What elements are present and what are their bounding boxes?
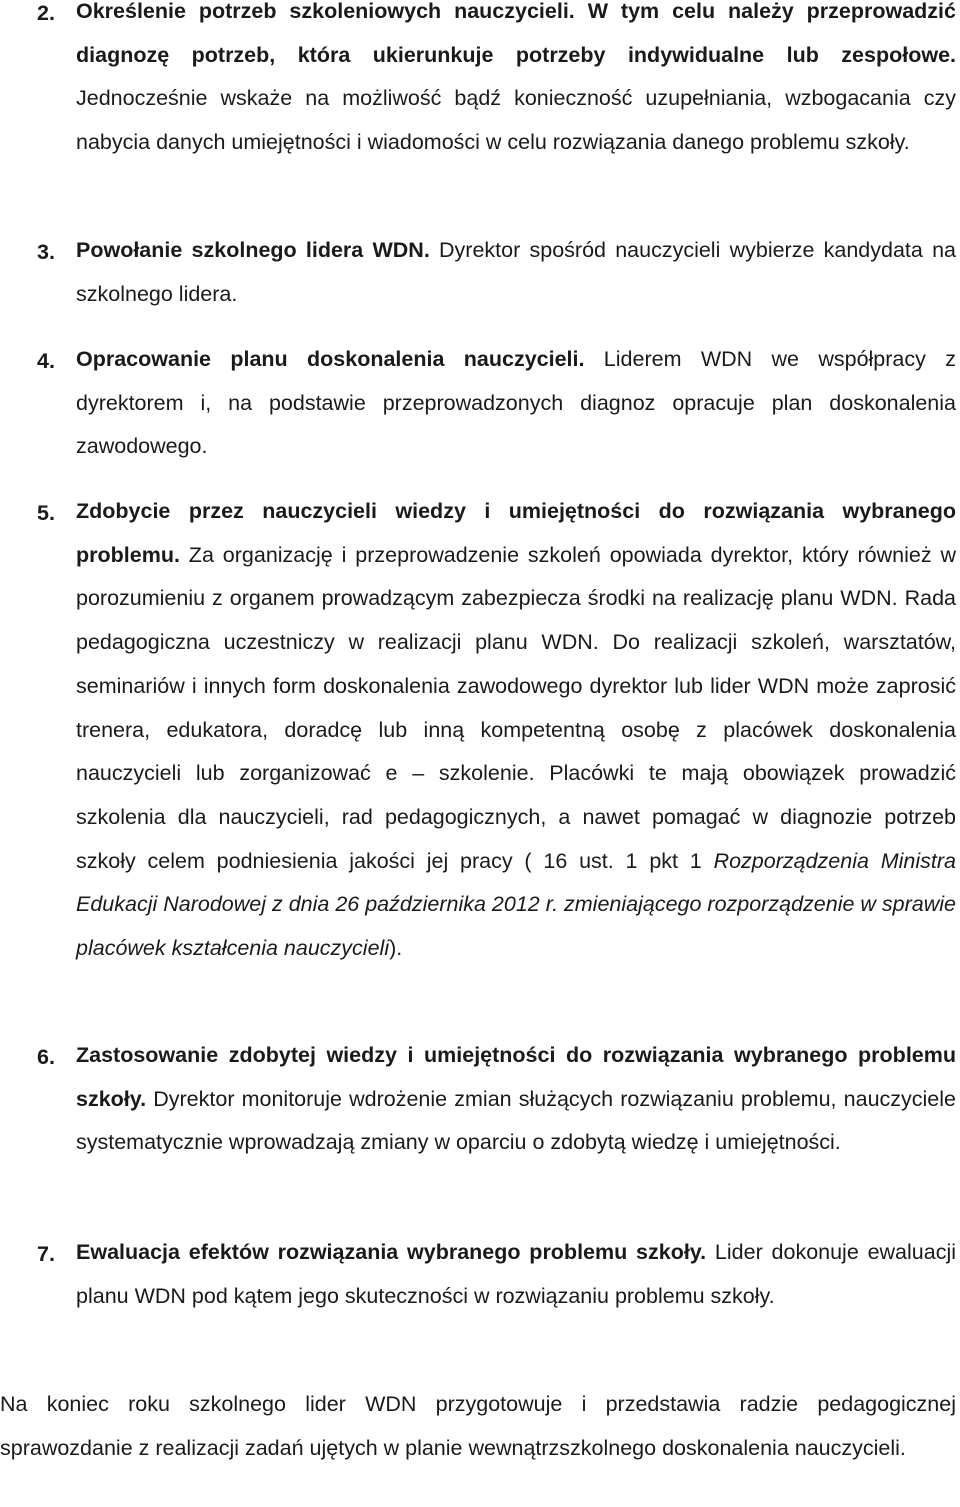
item-number: 6.: [37, 1045, 55, 1069]
item-heading: Zastosowanie zdobytej wiedzy i umiejętności do rozwiązania wybranego problemu szkoły.: [76, 1043, 956, 1111]
item-paragraph: [76, 0, 956, 165]
regulation-citation: Rozporządzenia Ministra Edukacji Narodowej z dnia 26 października 2012 r. zmieniającego rozporządzenie w sprawie placówek kształcenia nauczycieli: [76, 848, 956, 961]
item-paragraph: [76, 490, 956, 971]
item-text: Dyrektor monitoruje wdrożenie zmian służących rozwiązaniu problemu, nauczyciele systematycznie wprowadzają zmiany w oparciu o zdobytą wiedzę i umiejętności.: [76, 1086, 956, 1155]
item-text: Za organizację i przeprowadzenie szkoleń opowiada dyrektor, który również w porozumieniu z organem prowadzącym zabezpiecza środki na realizację planu WDN. Rada pedagogiczna uczestniczy w realizacji planu WDN. Do realizacji szkoleń, warsztatów, seminariów i innych form doskonalenia zawodowego dyrektor lub lider WDN może zaprosić trenera, edukatora, doradcę lub inną kompetentną osobę z placówek doskonalenia nauczycieli lub zorganizować e – szkolenie. Placówki te mają obowiązek prowadzić szkolenia dla nauczycieli, rad pedagogicznych, a nawet pomagać w diagnozie potrzeb szkoły celem podniesienia jakości jej pracy ( 16 ust. 1 pkt 1: [76, 542, 956, 873]
closing-paragraph: Na koniec roku szkolnego lider WDN przygotowuje i przedstawia radzie pedagogicznej sprawozdanie z realizacji zadań ujętych w planie wewnątrzszkolnego doskonalenia nauczycieli.: [0, 1392, 956, 1460]
item-text: Lider dokonuje ewaluacji planu WDN pod kątem jego skuteczności w rozwiązaniu problemu szkoły.: [76, 1240, 957, 1308]
item-paragraph: [76, 338, 956, 469]
item-number: 7.: [37, 1242, 55, 1266]
item-heading: Opracowanie planu doskonalenia nauczycieli.: [76, 347, 585, 371]
item-paragraph: [76, 1034, 956, 1165]
item-heading: Określenie potrzeb szkoleniowych nauczycieli. W tym celu należy przeprowadzić diagnozę potrzeb, która ukierunkuje potrzeby indywidualne lub zespołowe.: [76, 0, 956, 67]
item-text: Dyrektor spośród nauczycieli wybierze kandydata na szkolnego lidera.: [76, 238, 956, 306]
item-heading: Powołanie szkolnego lidera WDN.: [76, 238, 430, 262]
item-heading: Zdobycie przez nauczycieli wiedzy i umiejętności do rozwiązania wybranego problemu.: [76, 499, 956, 567]
item-text: Jednocześnie wskaże na możliwość bądź konieczność uzupełniania, wzbogacania czy nabycia danych umiejętności i wiadomości w celu rozwiązania danego problemu szkoły.: [76, 86, 956, 155]
item-paragraph: [76, 1231, 956, 1318]
item-text-end: ).: [389, 936, 403, 961]
item-number: 3.: [37, 240, 55, 264]
item-heading: Ewaluacja efektów rozwiązania wybranego problemu szkoły.: [76, 1240, 707, 1264]
item-paragraph: [76, 229, 956, 316]
item-number: 5.: [37, 501, 55, 525]
item-number: 4.: [37, 349, 55, 373]
item-number: 2.: [37, 1, 55, 25]
item-text: Liderem WDN we współpracy z dyrektorem i, na podstawie przeprowadzonych diagnoz opracuje plan doskonalenia zawodowego.: [76, 347, 956, 459]
